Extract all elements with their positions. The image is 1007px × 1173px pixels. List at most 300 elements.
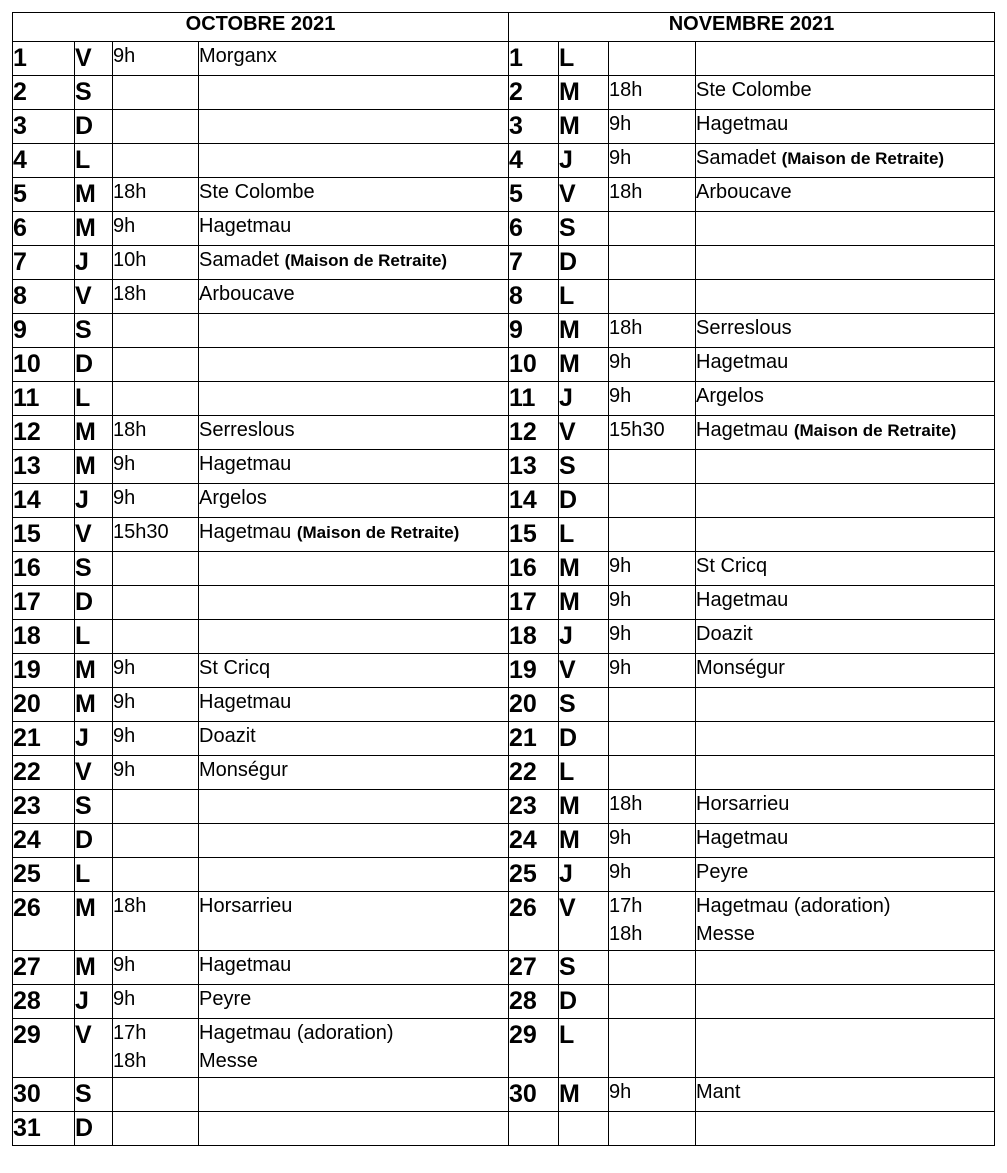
mass-time [113, 586, 199, 620]
date-number: 16 [509, 552, 559, 586]
date-number: 12 [13, 416, 75, 450]
table-row [13, 1112, 995, 1146]
location-name: Hagetmau [199, 215, 292, 237]
location-line [199, 756, 508, 784]
mass-location [199, 951, 509, 985]
table-row [13, 824, 995, 858]
date-number: 8 [509, 280, 559, 314]
mass-time [113, 892, 199, 951]
time-line: 18h [113, 283, 147, 305]
location-note: (Maison de Retraite) [284, 251, 448, 270]
mass-time [113, 416, 199, 450]
weekday-letter: D [75, 824, 113, 858]
date-number: 31 [13, 1112, 75, 1146]
date-number: 30 [13, 1078, 75, 1112]
mass-time [609, 654, 696, 688]
weekday-letter: J [75, 484, 113, 518]
weekday-letter: S [559, 212, 609, 246]
date-number: 4 [509, 144, 559, 178]
time-line: 18h [113, 181, 147, 203]
table-row [13, 985, 995, 1019]
mass-time [113, 314, 199, 348]
date-number: 21 [509, 722, 559, 756]
date-number: 6 [13, 212, 75, 246]
location-name: Monségur [696, 657, 785, 679]
mass-time [113, 348, 199, 382]
location-line [199, 951, 508, 979]
table-row [13, 178, 995, 212]
mass-time [609, 110, 696, 144]
time-line: 18h [113, 895, 147, 917]
date-number: 1 [13, 42, 75, 76]
mass-time [609, 951, 696, 985]
date-number: 5 [13, 178, 75, 212]
mass-time [609, 382, 696, 416]
date-number: 25 [509, 858, 559, 892]
date-number: 27 [13, 951, 75, 985]
location-line [696, 552, 994, 580]
mass-location [696, 416, 995, 450]
time-line: 18h [609, 793, 643, 815]
date-number: 29 [13, 1019, 75, 1078]
location-line [696, 76, 994, 104]
table-row [13, 654, 995, 688]
mass-location [696, 586, 995, 620]
time-line: 9h [113, 759, 136, 781]
date-number: 2 [509, 76, 559, 110]
date-number: 3 [509, 110, 559, 144]
mass-location [696, 246, 995, 280]
location-line [199, 722, 508, 750]
time-line: 9h [113, 725, 136, 747]
mass-location [696, 858, 995, 892]
location-line [696, 348, 994, 376]
date-number: 27 [509, 951, 559, 985]
location-name: Horsarrieu [199, 895, 293, 917]
location-line [696, 178, 994, 206]
location-name: St Cricq [199, 657, 271, 679]
weekday-letter: S [75, 1078, 113, 1112]
mass-time [609, 314, 696, 348]
mass-location [696, 144, 995, 178]
mass-time [113, 790, 199, 824]
mass-time [113, 985, 199, 1019]
mass-time [113, 110, 199, 144]
mass-time [609, 416, 696, 450]
mass-location [696, 722, 995, 756]
time-line: 9h [609, 555, 632, 577]
mass-schedule-table [12, 12, 995, 1146]
mass-time [609, 552, 696, 586]
mass-location [696, 348, 995, 382]
date-number [509, 1112, 559, 1146]
weekday-letter: D [559, 484, 609, 518]
time-line: 9h [113, 487, 136, 509]
date-number: 9 [509, 314, 559, 348]
table-row [13, 450, 995, 484]
mass-time [113, 42, 199, 76]
location-note: (Maison de Retraite) [781, 149, 945, 168]
table-row [13, 951, 995, 985]
mass-location [696, 212, 995, 246]
mass-location [696, 1019, 995, 1078]
date-number: 23 [13, 790, 75, 824]
location-name: Samadet [199, 249, 285, 271]
time-line: 17h [609, 895, 643, 917]
location-name: Hagetmau [199, 954, 292, 976]
date-number: 12 [509, 416, 559, 450]
time-line: 9h [113, 691, 136, 713]
weekday-letter: L [559, 280, 609, 314]
location-name: Hagetmau (adoration) [696, 895, 891, 917]
date-number: 13 [13, 450, 75, 484]
schedule-rows [13, 42, 995, 1146]
location-note: (Maison de Retraite) [296, 523, 460, 542]
mass-location [199, 790, 509, 824]
mass-location [199, 858, 509, 892]
mass-time [609, 824, 696, 858]
mass-time [609, 858, 696, 892]
location-line [696, 1078, 994, 1106]
mass-time [609, 1112, 696, 1146]
date-number: 13 [509, 450, 559, 484]
weekday-letter: L [559, 518, 609, 552]
table-row [13, 1019, 995, 1078]
location-line [696, 110, 994, 138]
date-number: 28 [13, 985, 75, 1019]
mass-time [609, 348, 696, 382]
mass-time [113, 144, 199, 178]
mass-time [113, 280, 199, 314]
time-line: 10h [113, 249, 147, 271]
mass-location [696, 450, 995, 484]
time-line: 9h [609, 657, 632, 679]
time-line: 18h [609, 79, 643, 101]
location-line [199, 484, 508, 512]
date-number: 20 [13, 688, 75, 722]
month-header-october: OCTOBRE 2021 [13, 13, 509, 42]
mass-time [113, 1019, 199, 1078]
mass-time [113, 824, 199, 858]
table-row [13, 348, 995, 382]
weekday-letter: J [559, 858, 609, 892]
mass-location [696, 951, 995, 985]
weekday-letter: M [559, 824, 609, 858]
table-row [13, 722, 995, 756]
mass-location [696, 756, 995, 790]
mass-location [199, 586, 509, 620]
mass-location [199, 246, 509, 280]
location-name: Serreslous [199, 419, 295, 441]
weekday-letter: V [559, 892, 609, 951]
location-name: Hagetmau [199, 521, 297, 543]
mass-time [609, 892, 696, 951]
location-line [199, 212, 508, 240]
time-line: 15h30 [609, 419, 665, 441]
weekday-letter: D [559, 246, 609, 280]
weekday-letter: D [75, 110, 113, 144]
weekday-letter: M [559, 586, 609, 620]
mass-location [696, 178, 995, 212]
table-row [13, 484, 995, 518]
time-line: 9h [609, 351, 632, 373]
weekday-letter: M [75, 450, 113, 484]
date-number: 17 [13, 586, 75, 620]
weekday-letter: M [559, 1078, 609, 1112]
date-number: 7 [509, 246, 559, 280]
weekday-letter: M [559, 552, 609, 586]
weekday-letter: V [75, 1019, 113, 1078]
mass-time [609, 246, 696, 280]
time-line: 18h [113, 1050, 147, 1072]
weekday-letter: L [559, 756, 609, 790]
table-row [13, 416, 995, 450]
location-name: Peyre [696, 861, 749, 883]
table-row [13, 586, 995, 620]
location-line [696, 654, 994, 682]
weekday-letter: V [75, 42, 113, 76]
time-line: 9h [113, 954, 136, 976]
date-number: 24 [509, 824, 559, 858]
mass-location [696, 688, 995, 722]
time-line: 9h [609, 827, 632, 849]
mass-time [609, 688, 696, 722]
location-line [199, 1047, 508, 1075]
mass-location [696, 892, 995, 951]
date-number: 25 [13, 858, 75, 892]
location-name: Mant [696, 1081, 741, 1103]
mass-time [113, 76, 199, 110]
mass-location [199, 416, 509, 450]
mass-time [113, 688, 199, 722]
weekday-letter: J [559, 620, 609, 654]
mass-time [113, 212, 199, 246]
date-number: 7 [13, 246, 75, 280]
date-number: 19 [13, 654, 75, 688]
time-line: 18h [609, 317, 643, 339]
mass-location [696, 76, 995, 110]
weekday-letter: S [559, 450, 609, 484]
mass-location [199, 1019, 509, 1078]
weekday-letter: J [559, 382, 609, 416]
date-number: 26 [509, 892, 559, 951]
location-name: Hagetmau [199, 453, 292, 475]
date-number: 3 [13, 110, 75, 144]
location-line [696, 920, 994, 948]
weekday-letter: J [559, 144, 609, 178]
mass-location [696, 985, 995, 1019]
mass-time [609, 722, 696, 756]
location-line [199, 985, 508, 1013]
location-line [696, 892, 994, 920]
table-row [13, 688, 995, 722]
location-line [199, 450, 508, 478]
mass-time [113, 951, 199, 985]
location-name: Hagetmau [696, 351, 789, 373]
time-line: 9h [609, 147, 632, 169]
mass-location [696, 280, 995, 314]
weekday-letter: M [559, 790, 609, 824]
weekday-letter: M [75, 178, 113, 212]
location-line [199, 654, 508, 682]
weekday-letter: D [559, 722, 609, 756]
table-row [13, 552, 995, 586]
mass-location [696, 382, 995, 416]
mass-location [696, 620, 995, 654]
location-name: Arboucave [696, 181, 792, 203]
table-row [13, 790, 995, 824]
location-name: Hagetmau (adoration) [199, 1022, 394, 1044]
date-number: 18 [13, 620, 75, 654]
location-line [696, 858, 994, 886]
mass-time [113, 654, 199, 688]
mass-time [113, 484, 199, 518]
location-name: Morganx [199, 45, 277, 67]
date-number: 1 [509, 42, 559, 76]
weekday-letter [559, 1112, 609, 1146]
location-line [199, 246, 508, 275]
mass-location [199, 212, 509, 246]
date-number: 23 [509, 790, 559, 824]
mass-time [609, 790, 696, 824]
date-number: 15 [13, 518, 75, 552]
time-line: 9h [113, 215, 136, 237]
time-line: 17h [113, 1022, 147, 1044]
date-number: 19 [509, 654, 559, 688]
table-row [13, 212, 995, 246]
mass-time [113, 178, 199, 212]
weekday-letter: V [559, 416, 609, 450]
date-number: 11 [509, 382, 559, 416]
mass-time [113, 620, 199, 654]
weekday-letter: S [75, 314, 113, 348]
location-name: St Cricq [696, 555, 768, 577]
time-line: 18h [609, 181, 643, 203]
date-number: 10 [509, 348, 559, 382]
table-row [13, 756, 995, 790]
mass-time [113, 518, 199, 552]
weekday-letter: D [75, 586, 113, 620]
mass-location [199, 518, 509, 552]
location-name: Doazit [696, 623, 753, 645]
weekday-letter: S [75, 790, 113, 824]
location-name: Hagetmau [696, 827, 789, 849]
mass-time [609, 518, 696, 552]
mass-location [199, 348, 509, 382]
location-note: (Maison de Retraite) [793, 421, 957, 440]
table-row [13, 892, 995, 951]
date-number: 2 [13, 76, 75, 110]
mass-location [696, 1078, 995, 1112]
mass-location [199, 382, 509, 416]
time-line: 9h [113, 988, 136, 1010]
mass-time [609, 484, 696, 518]
mass-time [609, 76, 696, 110]
mass-time [609, 280, 696, 314]
date-number: 16 [13, 552, 75, 586]
mass-location [199, 42, 509, 76]
time-line: 9h [609, 623, 632, 645]
mass-location [199, 144, 509, 178]
date-number: 6 [509, 212, 559, 246]
weekday-letter: M [75, 951, 113, 985]
date-number: 21 [13, 722, 75, 756]
mass-location [199, 824, 509, 858]
location-line [199, 1019, 508, 1047]
weekday-letter: V [559, 654, 609, 688]
mass-time [609, 1019, 696, 1078]
time-line: 9h [113, 453, 136, 475]
weekday-letter: L [75, 620, 113, 654]
location-name: Hagetmau [696, 589, 789, 611]
time-line: 15h30 [113, 521, 169, 543]
table-row [13, 280, 995, 314]
location-name: Hagetmau [696, 419, 794, 441]
month-header-november: NOVEMBRE 2021 [509, 13, 995, 42]
location-name: Peyre [199, 988, 252, 1010]
mass-location [696, 314, 995, 348]
date-number: 15 [509, 518, 559, 552]
location-line [696, 620, 994, 648]
mass-location [199, 620, 509, 654]
location-line [696, 416, 994, 445]
weekday-letter: M [75, 892, 113, 951]
date-number: 17 [509, 586, 559, 620]
weekday-letter: M [75, 688, 113, 722]
weekday-letter: M [75, 654, 113, 688]
weekday-letter: M [559, 110, 609, 144]
weekday-letter: L [75, 144, 113, 178]
mass-time [609, 985, 696, 1019]
location-line [696, 314, 994, 342]
weekday-letter: V [75, 280, 113, 314]
location-name: Ste Colombe [199, 181, 315, 203]
mass-time [113, 450, 199, 484]
date-number: 18 [509, 620, 559, 654]
mass-time [113, 382, 199, 416]
location-name: Hagetmau [199, 691, 292, 713]
date-number: 11 [13, 382, 75, 416]
date-number: 28 [509, 985, 559, 1019]
mass-location [199, 76, 509, 110]
mass-location [199, 722, 509, 756]
weekday-letter: S [559, 951, 609, 985]
mass-time [113, 1112, 199, 1146]
mass-time [609, 212, 696, 246]
mass-location [696, 518, 995, 552]
location-line [696, 144, 994, 173]
location-name: Doazit [199, 725, 256, 747]
time-line: 18h [609, 923, 643, 945]
mass-location [696, 42, 995, 76]
time-line: 9h [113, 657, 136, 679]
weekday-letter: M [75, 416, 113, 450]
mass-location [696, 824, 995, 858]
mass-time [113, 552, 199, 586]
mass-time [609, 620, 696, 654]
location-name: Argelos [199, 487, 267, 509]
time-line: 9h [609, 589, 632, 611]
location-line [199, 518, 508, 547]
mass-time [609, 756, 696, 790]
table-row [13, 1078, 995, 1112]
date-number: 24 [13, 824, 75, 858]
weekday-letter: J [75, 722, 113, 756]
mass-location [696, 654, 995, 688]
location-line [199, 892, 508, 920]
mass-location [199, 892, 509, 951]
mass-location [199, 756, 509, 790]
